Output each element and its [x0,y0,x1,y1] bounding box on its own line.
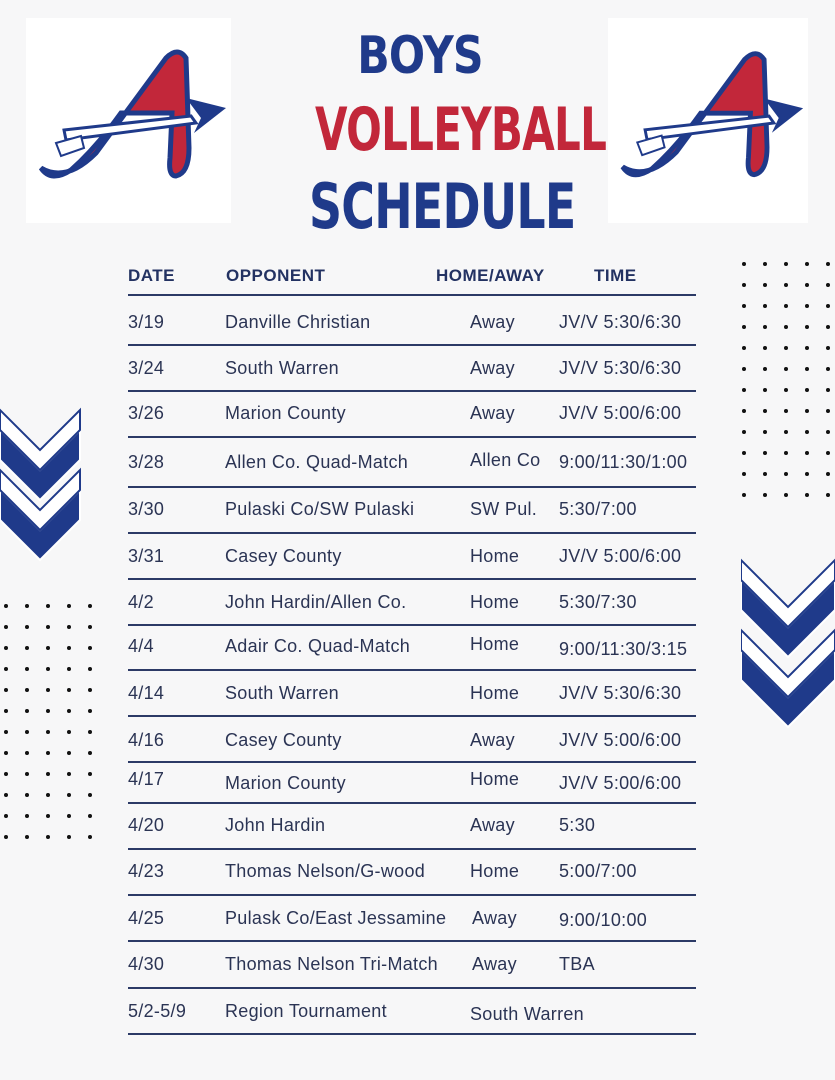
game-time: JV/V 5:00/6:00 [559,773,682,793]
game-opponent: Adair Co. Quad-Match [225,636,411,656]
game-time: 5:00/7:00 [559,861,637,881]
dot [826,283,830,287]
team-logo-right [608,18,808,223]
table-row [0,636,835,682]
game-opponent: Thomas Nelson/G-wood [225,861,426,881]
arrowhead-a-logo-icon [608,18,808,223]
game-location: Home [470,683,520,703]
dot [805,262,809,266]
dot [805,283,809,287]
table-row [0,954,835,1000]
dot [784,283,788,287]
game-time: JV/V 5:30/6:30 [559,683,682,703]
game-time: JV/V 5:00/6:00 [559,403,682,423]
dot [805,304,809,308]
row-divider [128,1033,696,1035]
dot [763,283,767,287]
game-time: TBA [559,954,595,974]
game-date: 4/23 [128,861,165,881]
game-date: 5/2-5/9 [128,1001,187,1021]
game-location: Home [470,861,520,881]
dot [763,262,767,266]
row-divider [128,390,696,392]
table-row [0,769,835,815]
game-location: SW Pul. [470,499,538,519]
game-location: Allen Co [470,450,541,470]
game-time: 9:00/11:30/3:15 [559,639,688,659]
dot [742,283,746,287]
game-time: JV/V 5:00/6:00 [559,546,682,566]
table-row [0,312,835,358]
game-time: 9:00/11:30/1:00 [559,452,688,472]
table-row [0,546,835,592]
row-divider [128,436,696,438]
game-date: 4/16 [128,730,165,750]
game-opponent: Pulaski Co/SW Pulaski [225,499,415,519]
game-opponent: John Hardin/Allen Co. [225,592,407,612]
dot [784,304,788,308]
game-location: Away [470,815,515,835]
game-opponent: Danville Christian [225,312,371,332]
game-date: 3/26 [128,403,165,423]
game-time: JV/V 5:00/6:00 [559,730,682,750]
game-time: 9:00/10:00 [559,910,648,930]
table-row [0,499,835,545]
dot [784,262,788,266]
game-time: 5:30/7:00 [559,499,637,519]
game-location: Away [470,358,515,378]
game-location: Away [470,403,515,423]
dot [826,262,830,266]
row-divider [128,894,696,896]
game-location: Away [472,908,517,928]
game-location: Home [470,634,520,654]
game-location: Away [470,730,515,750]
row-divider [128,578,696,580]
table-row [0,403,835,449]
game-opponent: Pulask Co/East Jessamine [225,908,447,928]
game-opponent: South Warren [225,358,339,378]
game-opponent: Region Tournament [225,1001,387,1021]
title-volleyball: VOLLEYBALL [315,95,607,165]
row-divider [128,486,696,488]
title-boys: BOYS [357,26,483,86]
game-opponent: Allen Co. Quad-Match [225,452,409,472]
table-row [0,592,835,638]
row-divider [128,761,696,763]
game-location: Home [470,546,520,566]
game-opponent: Casey County [225,546,342,566]
game-location: Away [472,954,517,974]
table-row [0,452,835,498]
header-date: DATE [128,266,176,285]
game-time: JV/V 5:30/6:30 [559,358,682,378]
dot [826,304,830,308]
dot [742,262,746,266]
game-date: 3/31 [128,546,165,566]
row-divider [128,624,696,626]
row-divider [128,532,696,534]
game-opponent: Thomas Nelson Tri-Match [225,954,438,974]
row-divider [128,940,696,942]
arrowhead-a-logo-icon [26,18,231,223]
header-opponent: OPPONENT [226,266,326,285]
game-opponent: Casey County [225,730,342,750]
dot [742,304,746,308]
row-divider [128,848,696,850]
game-opponent: John Hardin [225,815,326,835]
game-opponent: Marion County [225,773,346,793]
game-location: Home [470,769,520,789]
table-row [0,1001,835,1047]
game-location: Home [470,592,520,612]
game-time: 5:30 [559,815,596,835]
table-row [0,683,835,729]
game-opponent: South Warren [225,683,339,703]
game-location: South Warren [470,1004,584,1024]
game-date: 3/28 [128,452,165,472]
game-date: 4/14 [128,683,165,703]
game-date: 4/30 [128,954,165,974]
row-divider [128,987,696,989]
game-time: JV/V 5:30/6:30 [559,312,682,332]
title-schedule: SCHEDULE [309,170,576,243]
game-location: Away [470,312,515,332]
table-row [0,815,835,861]
game-date: 4/25 [128,908,165,928]
game-date: 4/17 [128,769,165,789]
row-divider [128,669,696,671]
game-time: 5:30/7:30 [559,592,637,612]
game-date: 4/2 [128,592,154,612]
header-divider [128,294,696,296]
table-row [0,861,835,907]
game-date: 3/24 [128,358,165,378]
table-row [0,358,835,404]
row-divider [128,802,696,804]
dot [763,304,767,308]
game-date: 4/4 [128,636,154,656]
row-divider [128,344,696,346]
game-date: 4/20 [128,815,165,835]
game-opponent: Marion County [225,403,346,423]
header-time: TIME [594,266,637,285]
header-home-away: HOME/AWAY [436,266,545,285]
game-date: 3/30 [128,499,165,519]
row-divider [128,715,696,717]
game-date: 3/19 [128,312,165,332]
team-logo-left [26,18,231,223]
table-row [0,908,835,954]
